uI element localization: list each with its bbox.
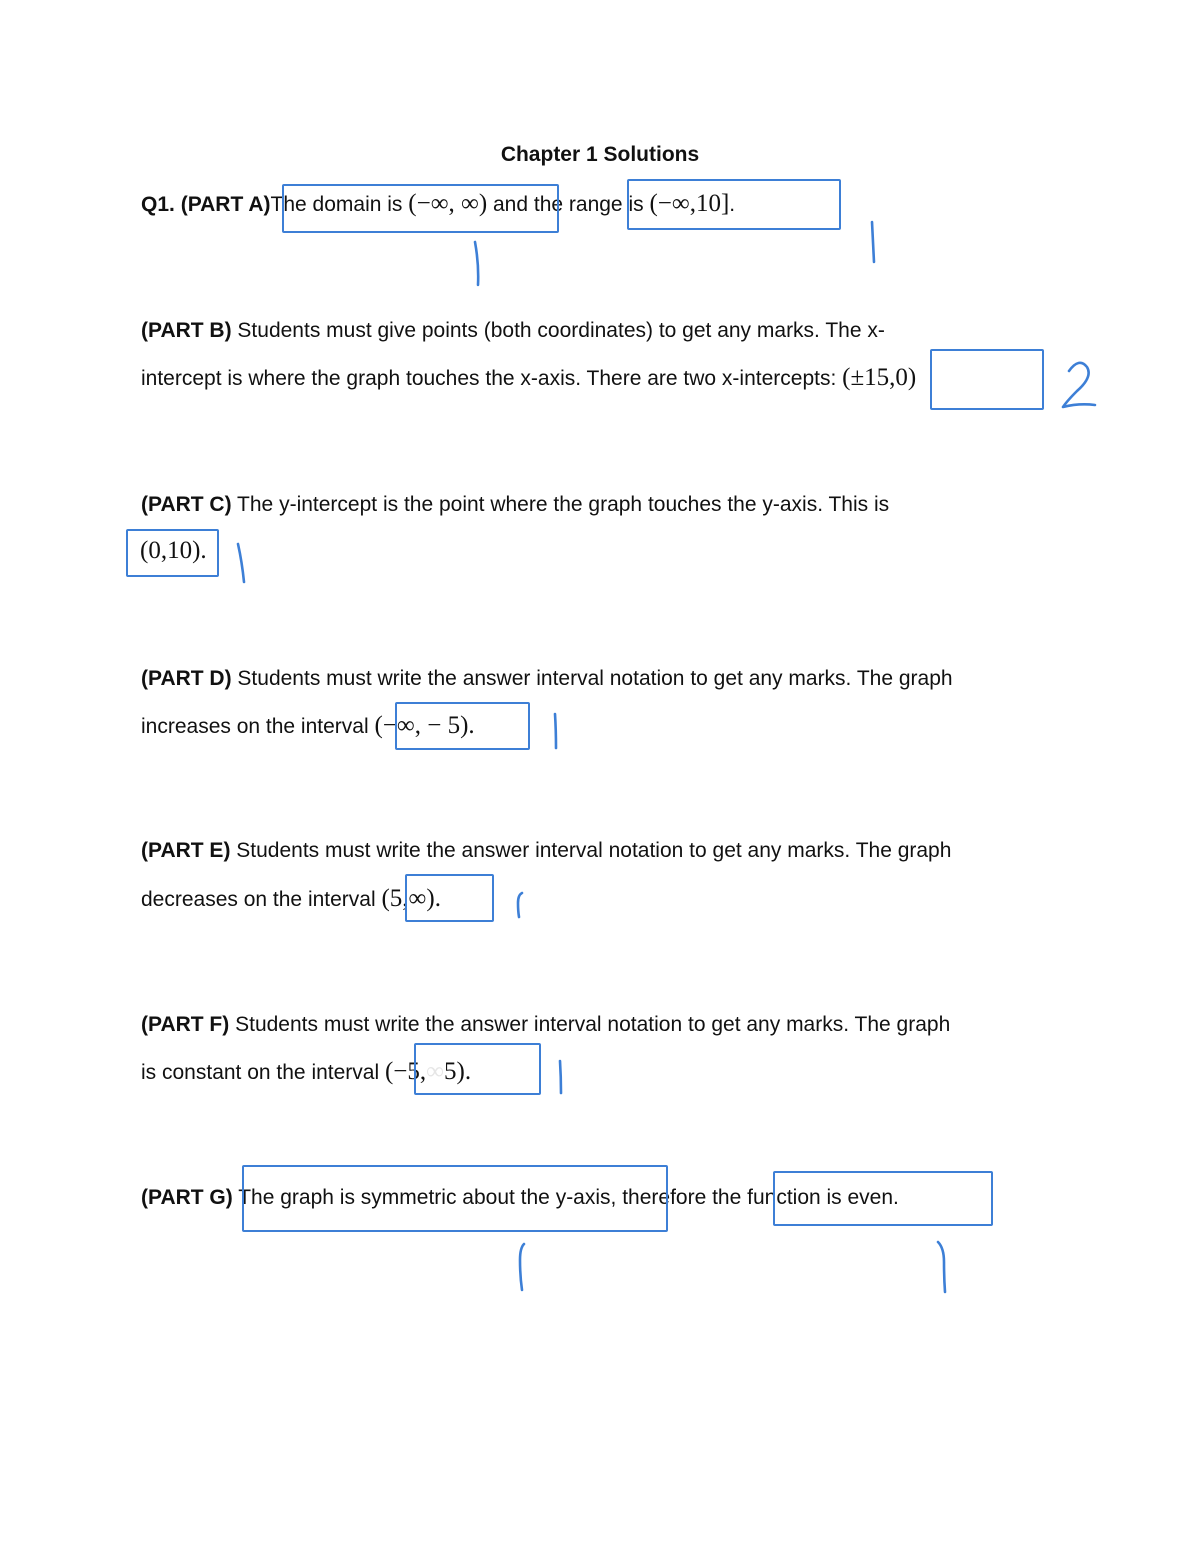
part-g-text-therefore: , therefore xyxy=(610,1186,713,1209)
part-f-mark-1 xyxy=(550,1055,580,1107)
part-e-mark-1 xyxy=(508,885,538,937)
page-title: Chapter 1 Solutions xyxy=(500,143,700,166)
part-b-line-1 xyxy=(141,317,885,345)
part-a-label: (PART A) xyxy=(180,193,271,216)
part-d-interval-math: (−∞, − 5). xyxy=(374,712,475,739)
part-f-interval-math-end: 5). xyxy=(444,1058,472,1085)
part-d-interval-highlight-box xyxy=(395,702,530,750)
part-d-text-1: Students must write the answer interval notation to get any marks. The graph xyxy=(231,667,953,690)
part-a-range-math: (−∞,10] xyxy=(649,190,730,217)
question-label: Q1. xyxy=(141,193,175,216)
part-g-text-even: the function is even. xyxy=(712,1186,899,1209)
part-d-text-2: increases on the interval xyxy=(141,715,375,738)
part-b-text-2: intercept is where the graph touches the x-axis. There are two x-intercepts: xyxy=(141,367,843,390)
part-a-range-mark-1 xyxy=(860,218,890,270)
part-e-interval-math: (5,∞). xyxy=(381,885,441,912)
part-a-end: . xyxy=(729,193,736,216)
part-b-intercepts-highlight-box xyxy=(930,349,1044,410)
part-b-text-1: Students must give points (both coordinates) to get any marks. The x- xyxy=(231,319,885,342)
part-c-intercept-highlight-box xyxy=(126,529,219,577)
part-f-line-1 xyxy=(141,1011,950,1039)
part-e-interval-highlight-box xyxy=(405,874,494,922)
part-e-line-1 xyxy=(141,837,951,865)
part-c-text-1: The y-intercept is the point where the graph touches the y-axis. This is xyxy=(231,493,890,516)
part-d-label: (PART D) xyxy=(141,667,232,690)
part-c-mark-1 xyxy=(230,538,260,590)
part-e-text-2: decreases on the interval xyxy=(141,888,382,911)
part-a-text-domain: The domain is xyxy=(270,193,409,216)
part-f-label: (PART F) xyxy=(141,1013,230,1036)
part-c-line-1 xyxy=(141,491,889,519)
part-f-faint-symbol: ∞ xyxy=(426,1058,444,1085)
part-f-text-1: Students must write the answer interval notation to get any marks. The graph xyxy=(229,1013,951,1036)
part-d-line-1 xyxy=(141,665,953,693)
part-a-domain-mark-1 xyxy=(465,238,495,290)
part-e-line-2 xyxy=(141,885,441,914)
part-a-domain-highlight-box xyxy=(282,184,559,233)
part-g-symmetric-mark-1 xyxy=(510,1238,540,1298)
part-b-line-2 xyxy=(141,364,916,393)
part-c-intercept-math: (0,10). xyxy=(140,537,207,564)
part-f-interval-highlight-box xyxy=(414,1043,541,1095)
part-a-domain-math: (−∞, ∞) xyxy=(408,190,488,217)
part-b-intercepts-math: (±15,0) xyxy=(842,364,917,391)
part-a-range-highlight-box xyxy=(627,179,841,230)
part-d-mark-1 xyxy=(545,708,575,760)
part-g-even-mark-1 xyxy=(930,1236,960,1298)
part-c-label: (PART C) xyxy=(141,493,232,516)
part-b-mark-2 xyxy=(1055,355,1105,415)
part-f-text-2: is constant on the interval xyxy=(141,1061,385,1084)
part-b-label: (PART B) xyxy=(141,319,232,342)
part-a-text-range: and the range is xyxy=(487,193,650,216)
part-e-label: (PART E) xyxy=(141,839,231,862)
part-g-label: (PART G) xyxy=(141,1186,233,1209)
part-f-interval-math-start: (−5, xyxy=(384,1058,427,1085)
part-g-text-symmetric: The graph is symmetric about the y-axis xyxy=(232,1186,611,1209)
part-e-text-1: Students must write the answer interval notation to get any marks. The graph xyxy=(230,839,952,862)
part-g-symmetric-highlight-box xyxy=(242,1165,668,1232)
part-g-even-highlight-box xyxy=(773,1171,993,1226)
